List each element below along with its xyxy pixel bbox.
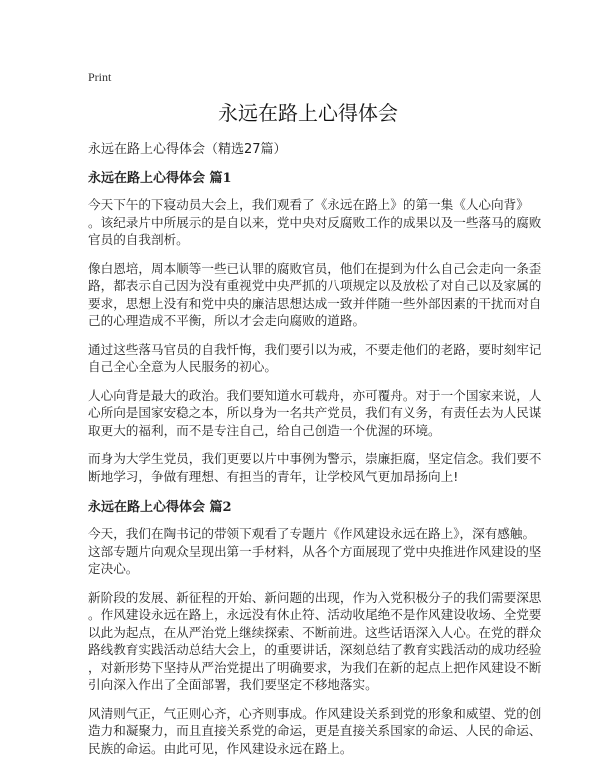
paragraph-line: 。作风建设永远在路上，永远没有休止符、活动收尾绝不是作风建设收场、全党要 (88, 607, 542, 622)
paragraph (88, 705, 542, 758)
paragraph-line: 断地学习，争做有理想、有担当的青年，让学校风气更加昂扬向上! (88, 468, 459, 484)
paragraph-line: 这部专题片向观众呈现出第一手材料，从各个方面展现了党中央推进作风建设的坚 (88, 543, 542, 559)
section-heading: 永远在路上心得体会 篇2 (88, 500, 232, 515)
paragraph (88, 525, 542, 578)
paragraph-line: ，对新形势下坚持从严治党提出了明确要求，为我们在新的起点上把作风建设不断 (88, 659, 542, 675)
paragraph-line: 官员的自我剖析。 (88, 232, 189, 247)
paragraph-line: 路，都表示自己因为没有重视党中央严抓的八项规定以及放松了对自己以及家属的 (88, 278, 542, 293)
paragraph-line: 新阶段的发展、新征程的开始、新问题的出现，作为入党积极分子的我们需要深思 (88, 589, 542, 605)
document-page (88, 70, 542, 768)
paragraph (88, 196, 542, 249)
paragraph-line: 路线教育实践活动总结大会上，的重要讲话，深刻总结了教育实践活动的成功经验 (88, 642, 542, 657)
paragraph-line: 取更大的福利，而不是专注自己，给自己创造一个优渥的环境。 (88, 422, 441, 438)
paragraph-line: 造力和凝聚力，而且直接关系党的命运，更是直接关系国家的命运、人民的命运、 (88, 723, 542, 738)
paragraph-line: 人心向背是最大的政治。我们要知道水可载舟，亦可覆舟。对于一个国家来说，人 (88, 387, 542, 403)
paragraph (88, 341, 542, 376)
paragraph-line: 心所向是国家安稳之本，所以身为一名共产党员，我们有义务，有责任去为人民谋 (88, 405, 542, 420)
paragraph-line: 。该纪录片中所展示的是自以来，党中央对反腐败工作的成果以及一些落马的腐败 (88, 214, 542, 230)
paragraph-line: 像白恩培，周本顺等一些已认罪的腐败官员，他们在提到为什么自己会走向一条歪 (88, 260, 542, 276)
document-title: 永远在路上心得体会 (218, 101, 398, 125)
paragraph-line: 己的心理造成不平衡，所以才会走向腐败的道路。 (88, 313, 366, 328)
paragraph-line: 今天，我们在陶书记的带领下观看了专题片《作风建设永远在路上》，深有感触。 (88, 526, 536, 541)
paragraph-line: 今天下午的下寝动员大会上，我们观看了《永远在路上》的第一集《人心向背》 (88, 197, 529, 212)
paragraph (88, 387, 542, 440)
document-subtitle: 永远在路上心得体会（精选27篇） (88, 142, 287, 157)
paragraph (88, 450, 542, 485)
paragraph-line: 自己全心全意为人民服务的初心。 (88, 359, 277, 374)
paragraph (88, 260, 542, 330)
paragraph-line: 民族的命运。由此可见，作风建设永远在路上。 (88, 740, 353, 756)
paragraph-line: 引向深入作出了全面部署，我们要坚定不移地落实。 (88, 677, 378, 692)
sections (88, 167, 542, 757)
paragraph-line: 定决心。 (88, 561, 139, 576)
print-link[interactable]: Print (88, 70, 112, 84)
paragraph-line: 以此为起点，在从严治党上继续探索、不断前进。这些话语深入人心。在党的群众 (88, 624, 542, 640)
section-heading: 永远在路上心得体会 篇1 (88, 171, 232, 186)
paragraph-line: 要求，思想上没有和党中央的廉洁思想达成一致并伴随一些外部因素的干扰而对自 (88, 295, 542, 311)
paragraph-line: 而身为大学生党员，我们更要以片中事例为警示，崇廉拒腐，坚定信念。我们要不 (88, 451, 542, 466)
paragraph-line: 通过这些落马官员的自我忏悔，我们要引以为戒，不要走他们的老路，要时刻牢记 (88, 341, 542, 357)
paragraph-line: 风清则气正，气正则心齐，心齐则事成。作风建设关系到党的形象和威望、党的创 (88, 705, 542, 721)
paragraph (88, 589, 542, 694)
